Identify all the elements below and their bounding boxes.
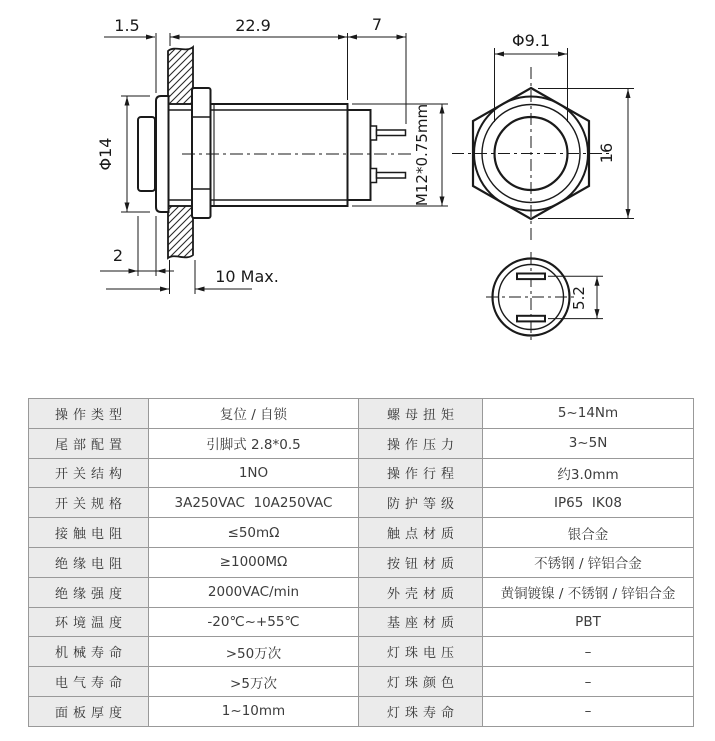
spec-label: 尾部配置 — [29, 428, 149, 458]
spec-value: 1~10mm — [149, 696, 359, 726]
bezel-flange — [156, 96, 169, 212]
spec-label: 灯珠电压 — [359, 637, 483, 667]
spec-label: 绝缘强度 — [29, 577, 149, 607]
spec-value: 银合金 — [483, 518, 694, 548]
spec-label: 绝缘电阻 — [29, 547, 149, 577]
table-row — [29, 607, 694, 637]
table-row — [29, 518, 694, 548]
panel-hatch-top — [168, 47, 193, 104]
spec-value: 不锈钢 / 锌铝合金 — [483, 547, 694, 577]
spec-value: PBT — [483, 607, 694, 637]
pin-slot — [517, 316, 545, 322]
table-row — [29, 488, 694, 518]
side-view-drawing — [96, 15, 448, 294]
spec-label: 机械寿命 — [29, 637, 149, 667]
spec-value: 引脚式 2.8*0.5 — [149, 428, 359, 458]
pin-shoulder — [371, 126, 377, 140]
dim-label-button-diameter: Φ9.1 — [511, 31, 551, 50]
table-row — [29, 637, 694, 667]
button-cap — [138, 117, 155, 191]
spec-label: 电气寿命 — [29, 667, 149, 697]
rear-housing — [348, 110, 371, 200]
spec-label: 接触电阻 — [29, 518, 149, 548]
spec-label: 开关规格 — [29, 488, 149, 518]
table-row — [29, 667, 694, 697]
spec-value: ≤50mΩ — [149, 518, 359, 548]
spec-value: 3~5N — [483, 428, 694, 458]
spec-value: 3A250VAC 10A250VAC — [149, 488, 359, 518]
table-row — [29, 428, 694, 458]
spec-value: IP65 IK08 — [483, 488, 694, 518]
dim-label-hex-size: 16 — [597, 142, 616, 164]
pin-slot — [517, 274, 545, 280]
spec-value: 复位 / 自锁 — [149, 399, 359, 429]
panel-hatch-bottom — [168, 206, 193, 258]
table-row — [29, 577, 694, 607]
spec-label: 防护等级 — [359, 488, 483, 518]
spec-value: 黄铜镀镍 / 不锈钢 / 锌铝合金 — [483, 577, 694, 607]
table-row — [29, 696, 694, 726]
thread-lines — [169, 104, 193, 206]
dim-label-head-diameter: Φ14 — [96, 137, 115, 171]
spec-label: 操作行程 — [359, 458, 483, 488]
dim-label-panel-offset: 1.5 — [114, 16, 140, 35]
table-row — [29, 547, 694, 577]
spec-label: 面板厚度 — [29, 696, 149, 726]
hex-nut — [192, 88, 211, 218]
spec-value: 2000VAC/min — [149, 577, 359, 607]
spec-value: 5~14Nm — [483, 399, 694, 429]
spec-value: >5万次 — [149, 667, 359, 697]
spec-value: – — [483, 637, 694, 667]
spec-value: ≥1000MΩ — [149, 547, 359, 577]
bottom-pin-view-drawing — [486, 252, 603, 343]
spec-label: 操作压力 — [359, 428, 483, 458]
dim-label-thread-spec: M12*0.75mm — [413, 103, 431, 207]
terminal-pin — [377, 130, 406, 136]
spec-label: 环境温度 — [29, 607, 149, 637]
threaded-barrel — [211, 104, 348, 206]
dim-label-body-length: 22.9 — [235, 16, 271, 35]
spec-value: -20℃~+55℃ — [149, 607, 359, 637]
table-row — [29, 458, 694, 488]
spec-value: 1NO — [149, 458, 359, 488]
dim-label-head-protrusion: 2 — [112, 246, 124, 265]
spec-label: 开关结构 — [29, 458, 149, 488]
dim-label-pin-spacing: 5.2 — [570, 286, 588, 310]
front-hex-view-drawing — [452, 31, 634, 240]
table-row — [29, 399, 694, 429]
pin-shoulder — [371, 169, 377, 183]
spec-label: 操作类型 — [29, 399, 149, 429]
spec-value: – — [483, 696, 694, 726]
dim-label-panel-thickness: 10 Max. — [215, 267, 279, 286]
spec-table — [28, 398, 694, 727]
spec-label: 触点材质 — [359, 518, 483, 548]
spec-label: 基座材质 — [359, 607, 483, 637]
spec-value: – — [483, 667, 694, 697]
dim-label-pin-length: 7 — [371, 15, 383, 34]
spec-label: 灯珠颜色 — [359, 667, 483, 697]
terminal-pin — [377, 173, 406, 179]
spec-label: 按钮材质 — [359, 547, 483, 577]
spec-label: 外壳材质 — [359, 577, 483, 607]
spec-value: 约3.0mm — [483, 458, 694, 488]
spec-value: >50万次 — [149, 637, 359, 667]
spec-label: 灯珠寿命 — [359, 696, 483, 726]
spec-label: 螺母扭矩 — [359, 399, 483, 429]
